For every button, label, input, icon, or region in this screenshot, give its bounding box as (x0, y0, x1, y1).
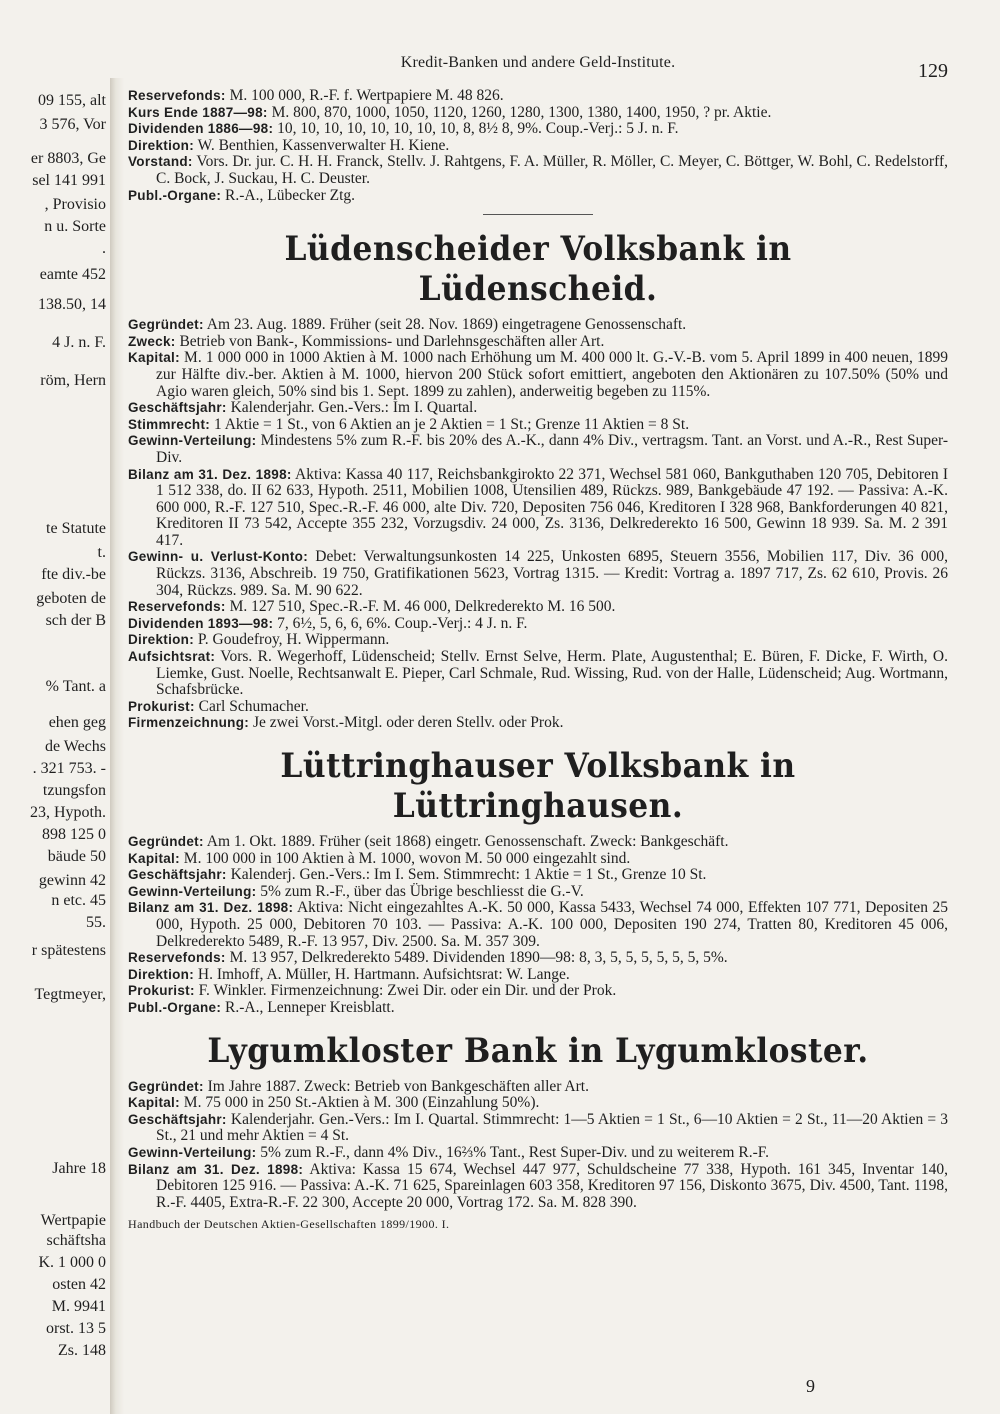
field-text: M. 75 000 in 250 St.-Aktien à M. 300 (Einzahlung 50%). (179, 1094, 540, 1112)
field-label: Gewinn-Verteilung: (128, 883, 257, 899)
field-label: Gegründet: (128, 317, 204, 333)
field-label: Reservefonds: (128, 950, 226, 966)
entry-paragraph (128, 616, 948, 633)
entry-paragraph (128, 715, 948, 732)
field-label: Kapital: (128, 1095, 180, 1111)
field-text: H. Imhoff, A. Müller, H. Hartmann. Aufsichtsrat: W. Lange. (194, 965, 570, 983)
entry-paragraph (128, 1000, 948, 1017)
entry-paragraph (128, 350, 948, 400)
field-text: 5% zum R.-F., über das Übrige beschliesst die G.-V. (256, 882, 584, 900)
adjacent-text-fragment: fte div.-be (41, 566, 106, 583)
field-text: Je zwei Vorst.-Mitgl. oder deren Stellv. oder Prok. (249, 714, 564, 732)
adjacent-text-fragment: K. 1 000 0 (38, 1254, 106, 1271)
field-label: Geschäftsjahr: (128, 1111, 227, 1127)
entry-paragraph (128, 1079, 948, 1096)
field-text: Am 23. Aug. 1889. Früher (seit 28. Nov. 1869) eingetragene Genossenschaft. (203, 316, 687, 334)
field-text: M. 800, 870, 1000, 1050, 1120, 1260, 1280, 1300, 1380, 1400, 1950, ? pr. Aktie. (267, 103, 772, 121)
adjacent-text-fragment: , Provisio (44, 196, 106, 213)
entry-paragraph (128, 417, 948, 434)
field-text: F. Winkler. Firmenzeichnung: Zwei Dir. oder ein Dir. und der Prok. (194, 982, 617, 1000)
adjacent-page-fragment (0, 0, 112, 1414)
adjacent-text-fragment: . (102, 240, 106, 257)
page-number: 129 (918, 60, 948, 82)
adjacent-text-fragment: . 321 753. - (32, 760, 106, 777)
entry-paragraph (128, 599, 948, 616)
signature-mark: 9 (806, 1376, 815, 1396)
separator-rule (483, 214, 593, 215)
field-label: Reservefonds: (128, 599, 226, 615)
bank-title-luettringhausen: Lüttringhauser Volksbank in Lüttringhausen. (280, 746, 796, 826)
bank-title-luedenscheid: Lüdenscheider Volksbank in Lüdenscheid. (284, 229, 792, 310)
field-label: Kapital: (128, 850, 180, 866)
entry-luettringhausen (128, 834, 948, 1017)
entry-paragraph (128, 950, 948, 967)
field-label: Gewinn-Verteilung: (128, 433, 257, 449)
entry-paragraph (128, 834, 948, 851)
running-head-title: Kredit-Banken und andere Geld-Institute. (400, 54, 676, 71)
field-label: Direktion: (128, 632, 195, 648)
field-text: Mindestens 5% zum R.-F. bis 20% des A.-K., dann 4% Div., vertragsm. Tant. an Vorst. und A.-R., Rest Super-Div. (156, 432, 948, 466)
adjacent-text-fragment: 55. (86, 914, 106, 931)
adjacent-text-fragment: gewinn 42 (38, 872, 106, 889)
field-label: Publ.-Organe: (128, 187, 222, 203)
entry-lygumkloster (128, 1079, 948, 1212)
field-text: Carl Schumacher. (194, 697, 309, 715)
entry-paragraph (128, 154, 948, 187)
entry-paragraph (128, 983, 948, 1000)
field-label: Prokurist: (128, 983, 195, 999)
field-text: M. 13 957, Delkrederekto 5489. Dividenden 1890—98: 8, 3, 5, 5, 5, 5, 5, 5, 5%. (225, 949, 728, 967)
entry-paragraph (128, 867, 948, 884)
adjacent-text-fragment: bäude 50 (47, 848, 106, 865)
adjacent-text-fragment: ehen geg (48, 714, 106, 731)
field-label: Firmenzeichnung: (128, 715, 250, 731)
field-label: Gewinn-Verteilung: (128, 1144, 257, 1160)
page-gutter (110, 78, 124, 1414)
field-label: Vorstand: (128, 154, 193, 170)
adjacent-text-fragment: 09 155, alt (38, 92, 106, 109)
footer-note: Handbuch der Deutschen Aktien-Gesellschaften 1899/1900. I. (128, 1217, 450, 1232)
adjacent-text-fragment: eamte 452 (39, 266, 106, 283)
adjacent-text-fragment: röm, Hern (40, 372, 106, 389)
entry-paragraph (128, 467, 948, 550)
running-head (128, 48, 948, 88)
field-text: Aktiva: Kassa 40 117, Reichsbankgirokto 22 371, Wechsel 581 060, Bankguthaben 120 705, Debitoren I 1 512 338, do. II 62 633, Hypoth. 2511, Mobilien 1008, Utensilien 489, Rückzs. 989, Bankgebäude 47 192. — Passiva: A.-K. 600 000, R.-F. 127 510, Spec.-R.-F. 46 000, alte Div. 720, Depositen 756 046, Kreditoren I 328 968, Bankforderungen 40 821, Kreditoren II 73 542, Accepte 355 232, Vorzugsdiv. 24 000, Zs. 3136, Delkrederekto 16 500, Gewinn 18 939. Sa. M. 2 391 417. (156, 465, 948, 549)
entry-paragraph (128, 88, 948, 105)
bank-title-lygumkloster: Lygumkloster Bank in Lygumkloster. (207, 1030, 869, 1071)
field-text: 7, 6½, 5, 6, 6, 6%. Coup.-Verj.: 4 J. n. F. (273, 614, 528, 632)
adjacent-text-fragment: sch der B (45, 612, 106, 629)
field-text: Kalenderjahr. Gen.-Vers.: Im I. Quartal. Stimmrecht: 1—5 Aktien = 1 St., 6—10 Aktien = 2 St., 11—20 Aktien = 3 St., 21 und mehr Aktien = 4 St. (156, 1110, 948, 1145)
entry-paragraph (128, 549, 948, 599)
field-label: Direktion: (128, 137, 195, 153)
adjacent-text-fragment: te Statute (46, 520, 106, 537)
adjacent-text-fragment: Jahre 18 (52, 1160, 106, 1177)
entry-paragraph (128, 400, 948, 417)
field-text: Kalenderjahr. Gen.-Vers.: Im I. Quartal. (226, 399, 478, 417)
field-label: Gegründet: (128, 834, 204, 849)
adjacent-text-fragment: tzungsfon (42, 782, 106, 799)
entry-paragraph (128, 1145, 948, 1162)
adjacent-text-fragment: Zs. 148 (58, 1342, 106, 1359)
field-text: 10, 10, 10, 10, 10, 10, 10, 10, 8, 8½ 8, 9%. Coup.-Verj.: 5 J. n. F. (273, 120, 679, 138)
adjacent-text-fragment: er 8803, Ge (30, 150, 106, 167)
entry-paragraph (128, 1162, 948, 1212)
entry-paragraph (128, 1095, 948, 1112)
field-label: Zweck: (128, 333, 176, 349)
adjacent-text-fragment: t. (97, 544, 106, 561)
field-text: Aktiva: Kassa 15 674, Wechsel 447 977, Schuldscheine 77 338, Hypoth. 161 345, Inventar 140, Debitoren 125 916. — Passiva: A.-K. 71 625, Spareinlagen 603 358, Kreditoren 97 156, Diskonto 3675, Div. 4500, Tant. 1198, R.-F. 4405, Extra-R.-F. 22 300, Accepte 20 000, Vortrag 172. Sa. M. 828 390. (156, 1160, 948, 1211)
adjacent-text-fragment: n u. Sorte (44, 218, 106, 235)
adjacent-text-fragment: orst. 13 5 (46, 1320, 106, 1337)
adjacent-text-fragment: 3 576, Vor (39, 116, 106, 133)
field-label: Stimmrecht: (128, 416, 211, 432)
adjacent-text-fragment: Tegtmeyer, (34, 986, 106, 1003)
field-label: Direktion: (128, 966, 195, 982)
adjacent-text-fragment: 23, Hypoth. (30, 804, 106, 821)
adjacent-text-fragment: M. 9941 (51, 1298, 106, 1315)
adjacent-text-fragment: geboten de (36, 590, 106, 607)
field-text: Vors. R. Wegerhoff, Lüdenscheid; Stellv. Ernst Selve, Herm. Plate, Augustenthal; E. Büren, F. Dicke, F. Wirth, O. Liemke, Gust. Noelle, Rechtsanwalt E. Pieper, Carl Schmale, Rud. Wissing, Rud. von der Halle, Lüdenscheid; Aug. Wortmann, Schafsbrücke. (156, 648, 948, 699)
field-text: Vors. Dr. jur. C. H. H. Franck, Stellv. J. Rahtgens, F. A. Müller, R. Möller, C. Meyer, C. Böttger, W. Bohl, C. Redelstorff, C. Bock, J. Suckau, H. C. Deuster. (156, 153, 948, 187)
field-text: Debet: Verwaltungsunkosten 14 225, Unkosten 6895, Steuern 3556, Mobilien 117, Div. 36 000, Rückzs. 3136, Abschreib. 19 750, Gratifikationen 5623, Vortrag 1315. — Kredit: Vortrag a. 1897 717, Zs. 62 610, Provis. 26 304, Rückzs. 989. Sa. M. 90 622. (156, 548, 948, 599)
field-label: Bilanz am 31. Dez. 1898: (128, 466, 292, 482)
entry-paragraph (128, 121, 948, 138)
field-text: Aktiva: Nicht eingezahltes A.-K. 50 000, Kassa 5433, Wechsel 74 000, Effekten 107 771, Depositen 25 000, Hypoth. 25 000, Debitoren 70 103. — Passiva: A.-K. 100 000, Depositen 190 274, Tratten 80, Kreditoren 45 006, Delkrederekto 5489, R.-F. 13 957, Div. 2500. Sa. M. 357 309. (156, 899, 948, 950)
field-label: Geschäftsjahr: (128, 400, 227, 416)
entry-paragraph (128, 649, 948, 699)
field-label: Prokurist: (128, 698, 195, 714)
entry-paragraph (128, 900, 948, 950)
entry-paragraph (128, 1112, 948, 1145)
field-label: Geschäftsjahr: (128, 867, 227, 883)
adjacent-text-fragment: r spätestens (31, 942, 106, 959)
field-text: M. 127 510, Spec.-R.-F. M. 46 000, Delkrederekto M. 16 500. (225, 598, 616, 616)
field-text: P. Goudefroy, H. Wippermann. (194, 631, 390, 649)
entry-paragraph (128, 317, 948, 334)
field-text: W. Benthien, Kassenverwalter H. Kiene. (194, 136, 450, 154)
field-label: Dividenden 1893—98: (128, 615, 274, 631)
field-label: Gegründet: (128, 1078, 204, 1094)
field-label: Aufsichtsrat: (128, 649, 216, 665)
adjacent-text-fragment: n etc. 45 (51, 892, 106, 909)
adjacent-text-fragment: schäftsha (46, 1232, 106, 1249)
field-text: Kalenderj. Gen.-Vers.: Im I. Sem. Stimmrecht: 1 Aktie = 1 St., Grenze 10 St. (226, 866, 707, 884)
adjacent-text-fragment: 138.50, 14 (38, 296, 106, 313)
field-label: Dividenden 1886—98: (128, 121, 274, 137)
adjacent-text-fragment: sel 141 991 (32, 172, 106, 189)
entry-paragraph (128, 851, 948, 868)
adjacent-text-fragment: de Wechs (44, 738, 106, 755)
field-label: Bilanz am 31. Dez. 1898: (128, 900, 294, 916)
field-text: 1 Aktie = 1 St., von 6 Aktien an je 2 Aktien = 1 St.; Grenze 11 Aktien = 8 St. (210, 415, 690, 433)
field-text: M. 1 000 000 in 1000 Aktien à M. 1000 nach Erhöhung um M. 400 000 lt. G.-V.-B. vom 5. April 1899 in 400 neuen, 1899 zur Hälfte div.-ber. Aktien à M. 1000, hiervon 200 Stück sofort emittiert, angeboten den Aktionären zu 107.50% (50% und Agio waren gleich, 50% sind bis 1. Sept. 1899 zu zahlen), anderweitig begeben zu 115%. (156, 349, 948, 400)
entry-paragraph (128, 105, 948, 122)
field-text: Am 1. Okt. 1889. Früher (seit 1868) eingetr. Genossenschaft. Zweck: Bankgeschäft. (203, 833, 729, 850)
field-label: Reservefonds: (128, 88, 226, 103)
entry-paragraph (128, 433, 948, 466)
entry-paragraph (128, 138, 948, 155)
field-label: Kapital: (128, 350, 180, 366)
entry-paragraph (128, 188, 948, 205)
adjacent-text-fragment: 4 J. n. F. (52, 334, 106, 351)
entry-paragraph (128, 699, 948, 716)
entry-luedenscheid (128, 317, 948, 732)
adjacent-text-fragment: % Tant. a (45, 678, 106, 695)
field-text: 5% zum R.-F., dann 4% Div., 16⅔% Tant., Rest Super-Div. und zu weiterem R.-F. (256, 1143, 769, 1161)
entry-paragraph (128, 884, 948, 901)
entry-paragraph (128, 632, 948, 649)
field-text: M. 100 000, R.-F. f. Wertpapiere M. 48 826. (225, 87, 504, 104)
field-label: Gewinn- u. Verlust-Konto: (128, 549, 308, 565)
adjacent-text-fragment: osten 42 (52, 1276, 106, 1293)
main-column (128, 48, 948, 1232)
adjacent-text-fragment: 898 125 0 (42, 826, 106, 843)
entry-continued (128, 88, 948, 204)
field-label: Bilanz am 31. Dez. 1898: (128, 1161, 304, 1177)
entry-paragraph (128, 967, 948, 984)
field-text: Betrieb von Bank-, Kommissions- und Darlehnsgeschäften aller Art. (175, 332, 605, 350)
field-text: R.-A., Lenneper Kreisblatt. (221, 998, 395, 1016)
adjacent-text-fragment: Wertpapie (40, 1212, 106, 1229)
field-label: Publ.-Organe: (128, 999, 222, 1015)
field-text: Im Jahre 1887. Zweck: Betrieb von Bankgeschäften aller Art. (203, 1077, 589, 1095)
field-text: R.-A., Lübecker Ztg. (221, 186, 356, 204)
field-label: Kurs Ende 1887—98: (128, 104, 268, 120)
field-text: M. 100 000 in 100 Aktien à M. 1000, wovon M. 50 000 eingezahlt sind. (179, 849, 631, 867)
entry-paragraph (128, 334, 948, 351)
